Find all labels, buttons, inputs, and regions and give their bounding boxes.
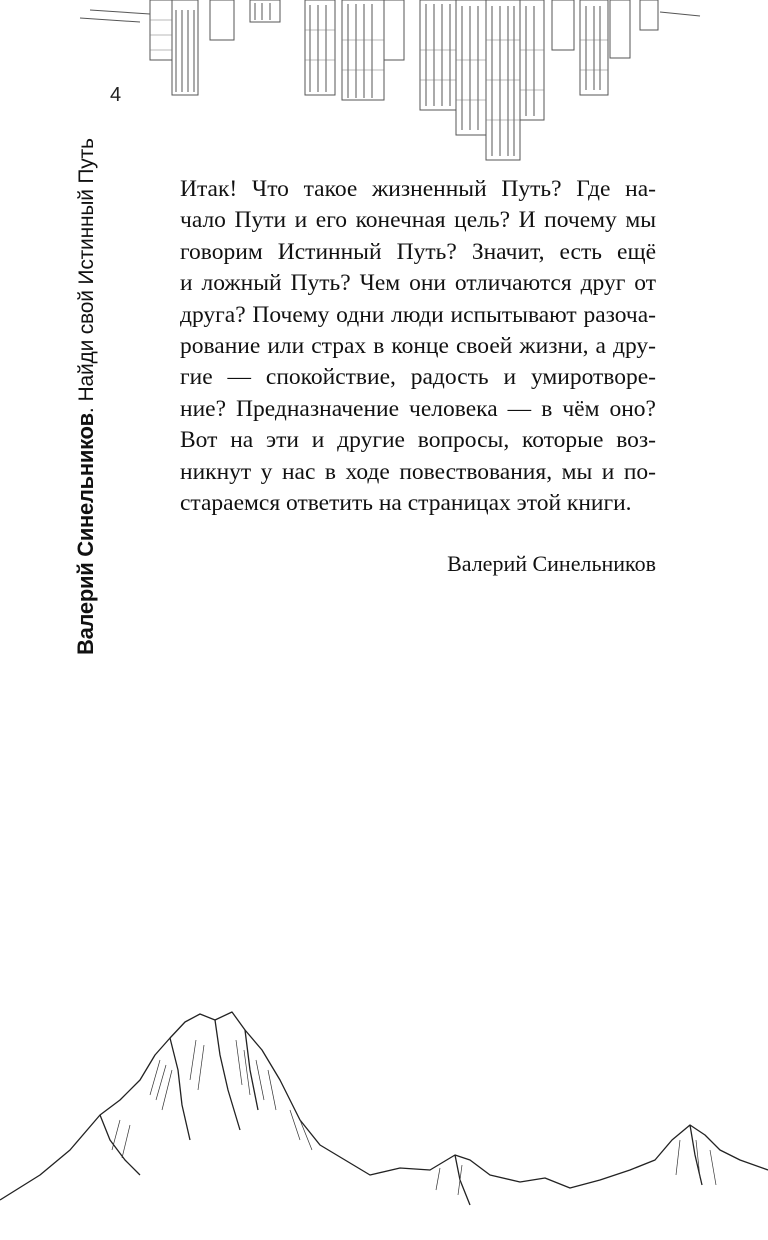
text-line: никнут у нас в ходе повествования, мы и по-: [180, 458, 656, 485]
spine-title: Найди свой Истинный Путь: [75, 138, 98, 402]
cityscape-illustration: [0, 0, 768, 165]
text-line: Вот на эти и другие вопросы, которые воз-: [180, 427, 656, 454]
body-text: [160, 174, 656, 519]
text-line: стараемся ответить на страницах этой книги.: [180, 490, 632, 517]
text-line: Итак! Что такое жизненный Путь? Где на-: [180, 176, 656, 202]
paragraph-1: [160, 174, 656, 425]
text-line: ние? Предназначение человека — в чём оно?: [180, 395, 656, 422]
paragraph-2: [160, 425, 656, 519]
mountains-illustration: [0, 1000, 768, 1240]
spine-header: [72, 138, 102, 655]
text-line: чало Пути и его конечная цель? И почему мы: [180, 207, 656, 234]
spine-separator: .: [75, 401, 98, 414]
signature: Валерий Синельников: [447, 551, 656, 576]
text-line: рование или страх в конце своей жизни, а дру-: [180, 333, 656, 360]
text-line: друга? Почему одни люди испытывают разоча-: [180, 301, 656, 328]
page-number: 4: [110, 84, 122, 106]
text-line: и ложный Путь? Чем они отличаются друг от: [180, 270, 656, 297]
spine-author: Валерий Синельников: [73, 413, 98, 655]
text-line: гие — спокойствие, радость и умиротворе-: [180, 364, 656, 391]
text-line: говорим Истинный Путь? Значит, есть ещё: [180, 238, 656, 265]
